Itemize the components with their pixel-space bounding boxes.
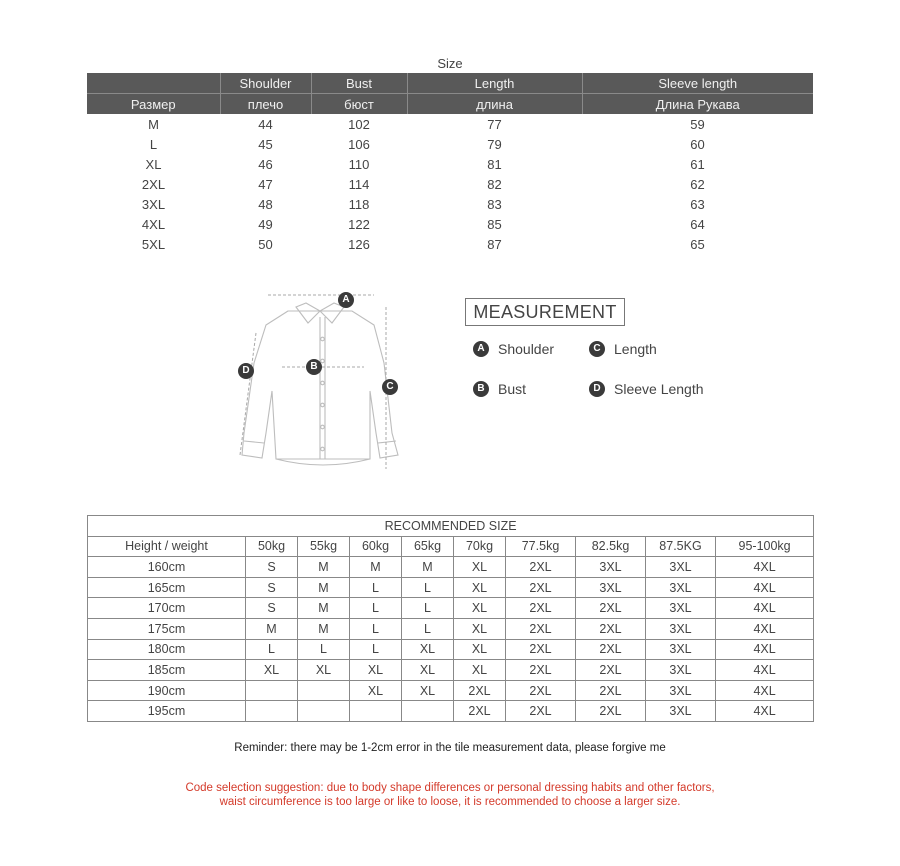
size-table-title: Size: [437, 56, 463, 71]
recommended-cell: [246, 701, 298, 722]
recommended-cell: 170cm: [88, 598, 246, 619]
legend-bust-label: Bust: [498, 381, 527, 397]
recommended-cell: 4XL: [716, 598, 814, 619]
recommended-cell: XL: [454, 639, 506, 660]
recommended-cell: 2XL: [576, 701, 646, 722]
recommended-cell: XL: [350, 680, 402, 701]
measurement-title-box: [465, 298, 625, 326]
recommended-cell: L: [246, 639, 298, 660]
size-row: [87, 234, 813, 254]
recommended-cell: 3XL: [646, 618, 716, 639]
recommended-cell: M: [298, 618, 350, 639]
size-cell: 87: [487, 236, 502, 252]
recommended-cell: 2XL: [506, 598, 576, 619]
legend-marker-c: C: [589, 341, 605, 357]
size-cell: 77: [487, 116, 502, 132]
recommended-table-body: [88, 557, 814, 722]
recommended-header-cell: 70kg: [454, 536, 506, 557]
recommended-cell: S: [246, 598, 298, 619]
size-header-shoulder: Shoulder: [220, 73, 311, 94]
recommended-cell: 190cm: [88, 680, 246, 701]
recommended-cell: XL: [298, 660, 350, 681]
recommended-cell: 3XL: [646, 680, 716, 701]
legend-length: [589, 341, 657, 357]
recommended-header-cell: 60kg: [350, 536, 402, 557]
recommended-cell: 4XL: [716, 577, 814, 598]
recommended-header-cell: 87.5KG: [646, 536, 716, 557]
size-cell: 63: [690, 196, 705, 212]
size-cell: 5XL: [141, 236, 166, 252]
recommended-cell: 4XL: [716, 701, 814, 722]
recommended-title-row: [88, 516, 814, 537]
recommended-cell: 2XL: [576, 680, 646, 701]
size-header-sleeve: Sleeve length: [582, 73, 813, 94]
recommended-cell: XL: [402, 660, 454, 681]
recommended-cell: 4XL: [716, 680, 814, 701]
recommended-header-cell: Height / weight: [88, 536, 246, 557]
recommended-row: [88, 701, 814, 722]
size-cell: 61: [690, 156, 705, 172]
legend-marker-d: D: [589, 381, 605, 397]
recommended-cell: 2XL: [506, 557, 576, 578]
legend-sleeve: [589, 381, 704, 397]
recommended-cell: 4XL: [716, 660, 814, 681]
size-header-ru-size: Размер: [87, 94, 220, 115]
recommended-cell: L: [298, 639, 350, 660]
size-cell: 102: [348, 116, 370, 132]
size-header-length: Length: [407, 73, 582, 94]
recommended-cell: 165cm: [88, 577, 246, 598]
recommended-cell: 2XL: [506, 618, 576, 639]
recommended-cell: 2XL: [576, 618, 646, 639]
size-cell: 50: [258, 236, 273, 252]
recommended-cell: 2XL: [506, 639, 576, 660]
legend-marker-a: A: [473, 341, 489, 357]
recommended-header-cell: 77.5kg: [506, 536, 576, 557]
legend-shoulder: [473, 341, 554, 357]
recommended-cell: M: [298, 577, 350, 598]
recommended-cell: M: [402, 557, 454, 578]
size-header-en-row: [87, 73, 813, 94]
recommended-cell: L: [402, 577, 454, 598]
size-cell: 114: [348, 176, 370, 192]
size-cell: 81: [487, 156, 502, 172]
size-cell: 65: [690, 236, 705, 252]
recommended-cell: [298, 680, 350, 701]
size-header-ru-bust: бюст: [311, 94, 407, 115]
recommended-cell: 3XL: [646, 577, 716, 598]
size-cell: XL: [145, 156, 162, 172]
legend-bust: [473, 381, 526, 397]
recommended-header-row: [88, 536, 814, 557]
recommended-cell: L: [350, 577, 402, 598]
recommended-cell: 3XL: [646, 660, 716, 681]
size-cell: 79: [487, 136, 502, 152]
recommended-cell: 195cm: [88, 701, 246, 722]
size-header-ru-row: [87, 94, 813, 115]
size-cell: 60: [690, 136, 705, 152]
size-row: [87, 174, 813, 194]
recommended-cell: L: [350, 639, 402, 660]
recommended-cell: L: [402, 598, 454, 619]
recommended-cell: 2XL: [454, 680, 506, 701]
size-header-en-cell: [87, 73, 220, 94]
recommended-row: [88, 639, 814, 660]
legend-shoulder-label: Shoulder: [498, 341, 555, 357]
size-row: [87, 114, 813, 134]
size-row: [87, 194, 813, 214]
recommended-row: [88, 577, 814, 598]
size-cell: 2XL: [141, 176, 166, 192]
recommended-header-cell: 95-100kg: [716, 536, 814, 557]
size-cell: 49: [258, 216, 273, 232]
size-cell: 110: [348, 156, 370, 172]
recommended-cell: XL: [402, 639, 454, 660]
recommended-cell: S: [246, 557, 298, 578]
recommended-size-table: [87, 515, 814, 722]
legend-length-label: Length: [614, 341, 657, 357]
recommended-cell: XL: [350, 660, 402, 681]
recommended-header-cell: 55kg: [298, 536, 350, 557]
size-header-bust: Bust: [311, 73, 407, 94]
size-header-ru-length: длина: [407, 94, 582, 115]
measurement-title: MEASUREMENT: [473, 302, 617, 322]
recommended-cell: L: [402, 618, 454, 639]
recommended-row: [88, 618, 814, 639]
recommended-cell: 160cm: [88, 557, 246, 578]
recommended-cell: M: [246, 618, 298, 639]
size-cell: 62: [690, 176, 705, 192]
size-cell: 46: [258, 156, 273, 172]
size-row: [87, 154, 813, 174]
recommended-cell: 3XL: [576, 557, 646, 578]
marker-c: C: [382, 379, 398, 395]
shirt-diagram: [228, 283, 408, 483]
reminder-note: Reminder: there may be 1-2cm error in the tile measurement data, please forgive me: [234, 742, 666, 754]
recommended-cell: 3XL: [646, 701, 716, 722]
recommended-cell: [402, 701, 454, 722]
size-cell: 44: [258, 116, 273, 132]
recommended-cell: [246, 680, 298, 701]
recommended-header-cell: 65kg: [402, 536, 454, 557]
recommended-cell: 175cm: [88, 618, 246, 639]
size-cell: 118: [348, 196, 370, 212]
recommended-cell: XL: [246, 660, 298, 681]
recommended-cell: 3XL: [646, 639, 716, 660]
recommended-cell: XL: [454, 577, 506, 598]
size-cell: 83: [487, 196, 502, 212]
recommended-cell: XL: [454, 660, 506, 681]
recommended-cell: [350, 701, 402, 722]
recommended-cell: XL: [454, 618, 506, 639]
size-row: [87, 214, 813, 234]
recommended-cell: XL: [402, 680, 454, 701]
size-cell: 126: [348, 236, 370, 252]
recommended-cell: 2XL: [576, 639, 646, 660]
recommended-row: [88, 660, 814, 681]
size-cell: 106: [348, 136, 370, 152]
recommended-header-cell: 50kg: [246, 536, 298, 557]
recommended-row: [88, 557, 814, 578]
recommended-cell: 2XL: [506, 701, 576, 722]
recommended-row: [88, 598, 814, 619]
recommended-cell: S: [246, 577, 298, 598]
size-cell: 122: [348, 216, 370, 232]
size-cell: 47: [258, 176, 273, 192]
size-suggestion-note: Code selection suggestion: due to body shape differences or personal dressing habits and other factors, waist circumference is too large or like to loose, it is recommended to choose a larger size.: [185, 782, 715, 808]
recommended-title: RECOMMENDED SIZE: [88, 516, 814, 537]
marker-a: A: [338, 292, 354, 308]
recommended-cell: 2XL: [506, 577, 576, 598]
marker-d: D: [238, 363, 254, 379]
size-table: [87, 73, 813, 254]
size-cell: 85: [487, 216, 502, 232]
recommended-cell: 3XL: [646, 557, 716, 578]
recommended-cell: 4XL: [716, 557, 814, 578]
recommended-row: [88, 680, 814, 701]
recommended-cell: 2XL: [576, 660, 646, 681]
size-cell: 82: [487, 176, 502, 192]
recommended-cell: L: [350, 618, 402, 639]
size-cell: 59: [690, 116, 705, 132]
size-cell: 45: [258, 136, 273, 152]
size-header-ru-shoulder: плечо: [220, 94, 311, 115]
recommended-cell: M: [298, 557, 350, 578]
recommended-cell: 2XL: [506, 680, 576, 701]
size-cell: 4XL: [141, 216, 166, 232]
recommended-cell: 185cm: [88, 660, 246, 681]
size-cell: 64: [690, 216, 705, 232]
recommended-cell: 4XL: [716, 639, 814, 660]
recommended-cell: M: [350, 557, 402, 578]
recommended-cell: XL: [454, 598, 506, 619]
recommended-cell: 2XL: [506, 660, 576, 681]
legend-marker-b: B: [473, 381, 489, 397]
size-table-body: [87, 114, 813, 254]
size-cell: 3XL: [141, 196, 166, 212]
size-row: [87, 134, 813, 154]
recommended-cell: 180cm: [88, 639, 246, 660]
legend-sleeve-label: Sleeve Length: [614, 381, 704, 397]
size-cell: 48: [258, 196, 273, 212]
size-cell: L: [149, 136, 158, 152]
marker-b: B: [306, 359, 322, 375]
shirt-illustration: [228, 283, 408, 483]
recommended-cell: M: [298, 598, 350, 619]
recommended-cell: [298, 701, 350, 722]
recommended-cell: 2XL: [454, 701, 506, 722]
recommended-cell: 3XL: [646, 598, 716, 619]
size-header-ru-sleeve: Длина Рукава: [582, 94, 813, 115]
recommended-cell: 3XL: [576, 577, 646, 598]
recommended-cell: 4XL: [716, 618, 814, 639]
size-cell: M: [148, 116, 159, 132]
recommended-header-cell: 82.5kg: [576, 536, 646, 557]
recommended-cell: 2XL: [576, 598, 646, 619]
recommended-cell: XL: [454, 557, 506, 578]
recommended-cell: L: [350, 598, 402, 619]
